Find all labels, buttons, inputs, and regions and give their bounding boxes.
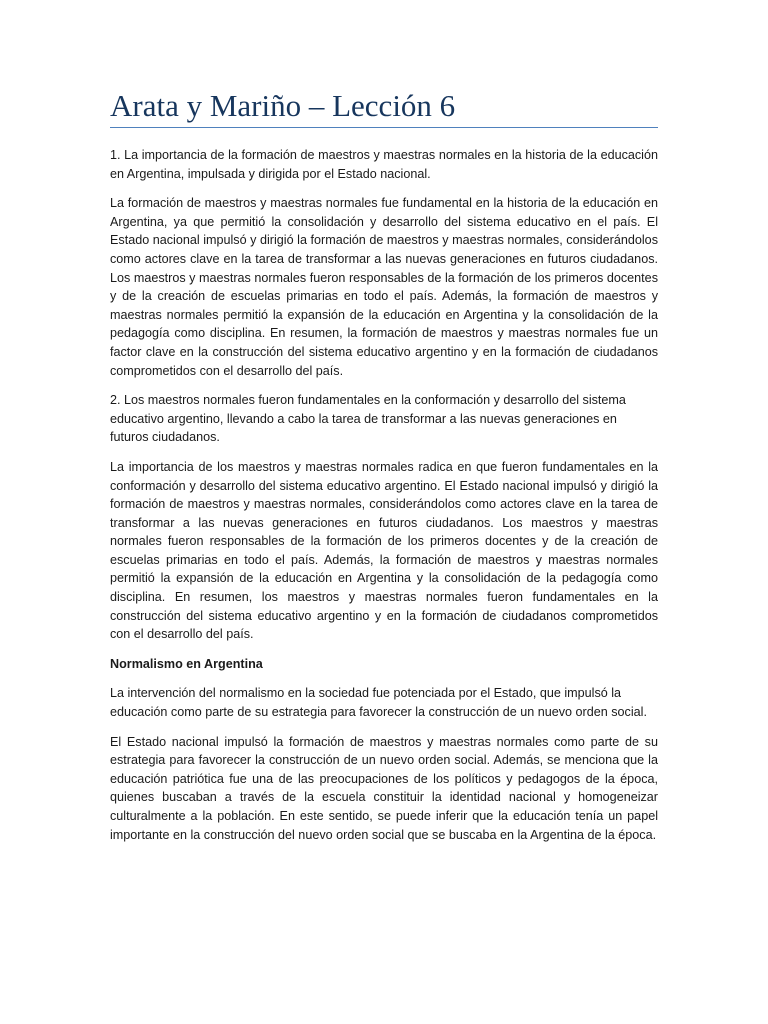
section-heading-normalismo: Normalismo en Argentina (110, 656, 263, 671)
paragraph-normalismo-body: El Estado nacional impulsó la formación de maestros y maestras normales como parte de su estrategia para favorecer la construcción de un nuevo orden social. Además, se menciona que la educación patriótica fue una de las preocupaciones de los políticos y pedagogos de la época, quienes buscaban a través de la escuela constituir la identidad nacional y homogeneizar culturalmente a la población. En este sentido, se puede inferir que la educación tenía un papel importante en la construcción del nuevo orden social que se buscaba en la Argentina de la época. (110, 734, 658, 842)
title-underline (110, 127, 658, 128)
document-page (110, 86, 658, 855)
paragraph-question-1: 1. La importancia de la formación de maestros y maestras normales en la historia de la educación en Argentina, impulsada y dirigida por el Estado nacional. (110, 148, 658, 181)
paragraph-answer-2: La importancia de los maestros y maestras normales radica en que fueron fundamentales en la conformación y desarrollo del sistema educativo argentino. El Estado nacional impulsó y dirigió la formación de maestros y maestras normales, considerándolos como actores clave en la tarea de transformar a las nuevas generaciones en futuros ciudadanos. Los maestros y maestras normales fueron responsables de la formación de los primeros docentes y de la creación de escuelas primarias en todo el país. Además, la formación de maestros y maestras normales permitió la expansión de la educación en Argentina y la consolidación de la pedagogía como disciplina. En resumen, los maestros y maestras normales fueron fundamentales en la construcción del sistema educativo argentino y en la formación de ciudadanos comprometidos con el desarrollo del país. (110, 459, 658, 642)
document-title: Arata y Mariño – Lección 6 (110, 88, 456, 123)
paragraph-question-2: 2. Los maestros normales fueron fundamentales en la conformación y desarrollo del sistema educativo argentino, llevando a cabo la tarea de transformar a las nuevas generaciones en futuros ciudadanos. (110, 393, 626, 445)
paragraph-normalismo-intro: La intervención del normalismo en la sociedad fue potenciada por el Estado, que impulsó la educación como parte de su estrategia para favorecer la construcción de un nuevo orden social. (110, 686, 647, 720)
paragraph-answer-1: La formación de maestros y maestras normales fue fundamental en la historia de la educación en Argentina, ya que permitió la consolidación y desarrollo del sistema educativo en el país. El Estado nacional impulsó y dirigió la formación de maestros y maestras normales, considerándolos como actores clave en la tarea de transformar a las nuevas generaciones en futuros ciudadanos. Los maestros y maestras normales fueron responsables de la formación de los primeros docentes y de la creación de escuelas primarias en todo el país. Además, la formación de maestros y maestras normales permitió la expansión de la educación en Argentina y la consolidación de la pedagogía como disciplina. En resumen, la formación de maestros y maestras normales fue un factor clave en la construcción del sistema educativo argentino y en la formación de ciudadanos comprometidos con el desarrollo del país. (110, 196, 658, 378)
